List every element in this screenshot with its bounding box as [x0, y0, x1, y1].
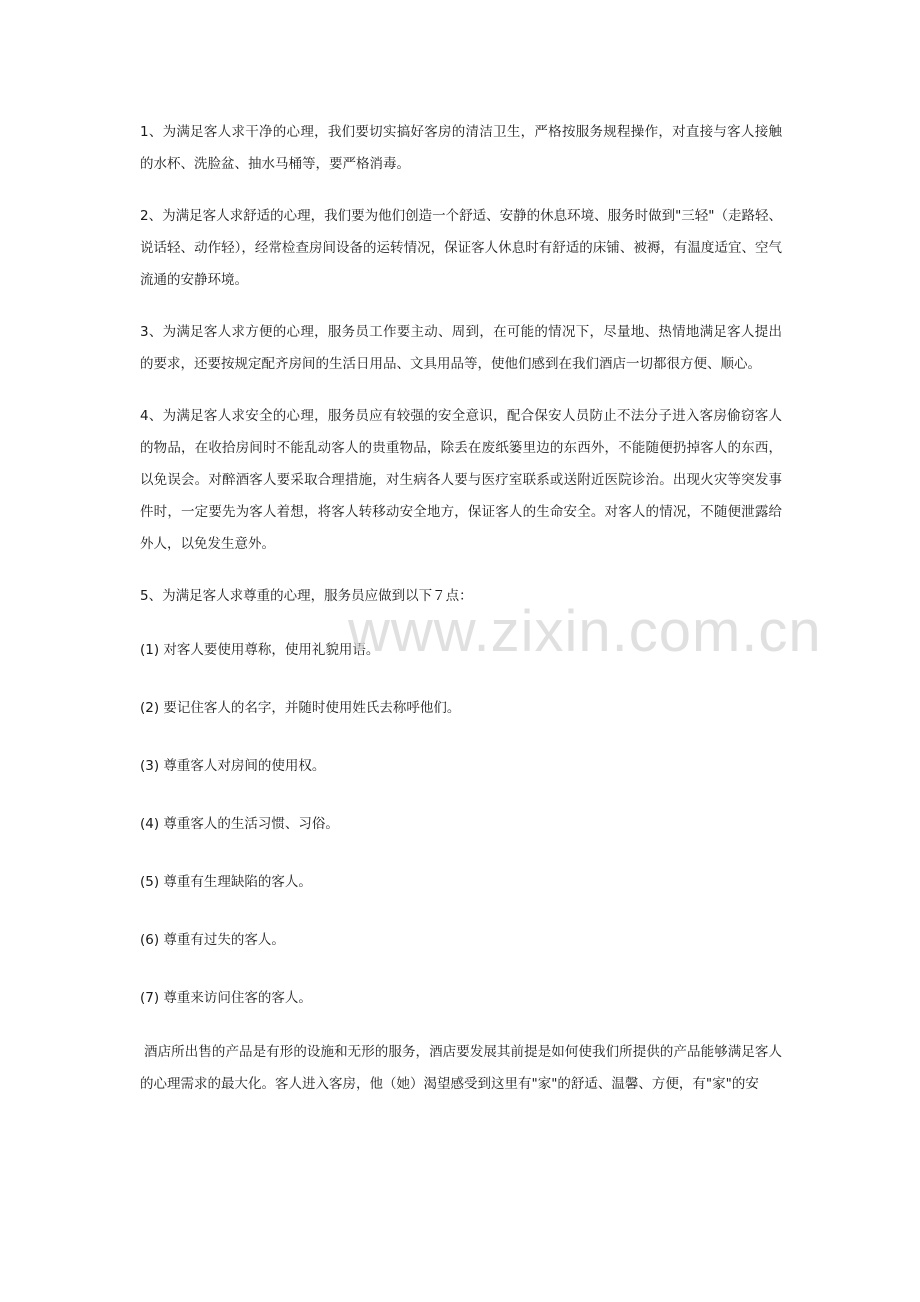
paragraph-respect: 5、为满足客人求尊重的心理，服务员应做到以下７点： [140, 588, 473, 604]
list-item: (2) 要记住客人的名字，并随时使用姓氏去称呼他们。 [140, 700, 461, 716]
list-item: (3) 尊重客人对房间的使用权。 [140, 758, 326, 774]
list-item: (5) 尊重有生理缺陷的客人。 [140, 874, 312, 890]
list-item: (7) 尊重来访问住客的客人。 [140, 990, 312, 1006]
list-item: (6) 尊重有过失的客人。 [140, 932, 285, 948]
list-item: (4) 尊重客人的生活习惯、习俗。 [140, 816, 339, 832]
paragraph-cleanliness: 1、为满足客人求干净的心理，我们要切实搞好客房的清洁卫生，严格按服务规程操作，对直接与客人接触的水杯、洗脸盆、抽水马桶等，要严格消毒。 [140, 124, 782, 172]
watermark-text: www.zixin.com.cn [348, 599, 822, 664]
paragraph-closing: 酒店所出售的产品是有形的设施和无形的服务，酒店要发展其前提是如何使我们所提供的产品能够满足客人的心理需求的最大化。客人进入客房，他（她）渴望感受到这里有"家"的舒适、温馨、方便，有"家"的安 [140, 1044, 782, 1092]
paragraph-comfort: 2、为满足客人求舒适的心理，我们要为他们创造一个舒适、安静的休息环境、服务时做到"三轻"（走路轻、说话轻、动作轻），经常检查房间设备的运转情况，保证客人休息时有舒适的床铺、被褥，有温度适宜、空气流通的安静环境。 [140, 208, 783, 288]
list-item: (1) 对客人要使用尊称，使用礼貌用语。 [140, 642, 380, 658]
paragraph-convenience: 3、为满足客人求方便的心理，服务员工作要主动、周到，在可能的情况下，尽量地、热情地满足客人提出的要求，还要按规定配齐房间的生活日用品、文具用品等，使他们感到在我们酒店一切都很方便、顺心。 [140, 324, 782, 372]
paragraph-safety: 4、为满足客人求安全的心理，服务员应有较强的安全意识，配合保安人员防止不法分子进入客房偷窃客人的物品，在收拾房间时不能乱动客人的贵重物品，除丢在废纸篓里边的东西外，不能随便扔掉客人的东西，以免误会。对醉酒客人要采取合理措施，对生病各人要与医疗室联系或送附近医院诊治。出现火灾等突发事件时，一定要先为客人着想，将客人转移动安全地方，保证客人的生命安全。对客人的情况，不随便泄露给外人，以免发生意外。 [140, 408, 782, 552]
